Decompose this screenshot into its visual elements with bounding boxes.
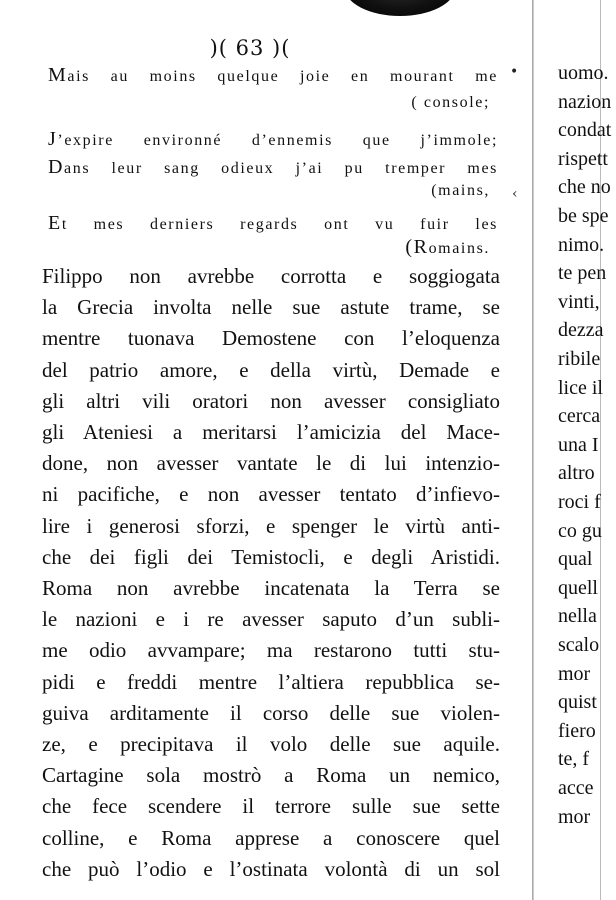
text-line: Cartagine sola mostrò a Roma un nemico,: [42, 763, 500, 788]
adjacent-page-text-fragment: quell: [558, 576, 598, 599]
adjacent-page-text-fragment: ribile: [558, 348, 601, 370]
text-line: del patrio amore, e della virtù, Demade e: [42, 357, 500, 382]
adjacent-page-text-fragment: be spe: [558, 205, 609, 227]
adjacent-page-text-fragment: nazion: [558, 90, 612, 113]
text-line: che fece scendere il terrore sulle sue sette: [42, 794, 500, 819]
adjacent-page-text-fragment: condat: [558, 119, 612, 142]
text-line: colline, e Roma apprese a conoscere quel: [42, 825, 500, 850]
verse-line: Dans leur sang odieux j’ai pu tremper mes: [48, 156, 498, 178]
adjacent-page-text-fragment: lice il: [558, 376, 603, 399]
adjacent-page-text-fragment: acce: [558, 777, 594, 799]
verse-line-continuation: ( console;: [411, 94, 490, 111]
verse-line: J’expire environné d’ennemis que j’immole;: [48, 128, 498, 150]
verse-line: Et mes derniers regards ont vu fuir les: [48, 212, 498, 234]
adjacent-page-text-fragment: che no: [558, 176, 611, 199]
adjacent-page-text-fragment: mor: [558, 662, 591, 685]
text-line: guiva arditamente il corso delle sue violen-: [42, 700, 500, 725]
text-line: ni pacifiche, e non avesser tentato d’infievo-: [42, 482, 500, 507]
text-line: me odio avvampare; ma restarono tutti stu-: [42, 638, 500, 663]
text-line: Filippo non avrebbe corrotta e soggiogata: [42, 264, 500, 288]
adjacent-page-text-fragment: roci f: [558, 491, 601, 513]
adjacent-page-text-fragment: quist: [558, 691, 597, 714]
verse-line-continuation: (Romains.: [405, 236, 490, 258]
adjacent-page-text-fragment: co gu: [558, 519, 602, 542]
adjacent-page-text-fragment: vinti,: [558, 290, 600, 313]
adjacent-page-text-fragment: qual: [558, 548, 593, 571]
margin-mark: •: [510, 64, 519, 80]
text-line: ze, e precipitava il volo delle sue aquile.: [42, 732, 500, 756]
text-line: gli Ateniesi a meritarsi l’amicizia del Mace-: [42, 420, 500, 444]
text-line: pidi e freddi mentre l’altiera repubblica se-: [42, 669, 500, 694]
book-gutter: [532, 0, 534, 900]
adjacent-page-text-fragment: nimo.: [558, 233, 605, 256]
verse-line-continuation: (mains,: [431, 182, 490, 199]
adjacent-page-text-fragment: cerca: [558, 405, 601, 428]
adjacent-page-text-fragment: scalo: [558, 634, 600, 656]
text-line: gli altri vili oratori non avesser consigliato: [42, 388, 500, 413]
text-line: la Grecia involta nelle sue astute trame, se: [42, 295, 500, 320]
text-line: done, non avesser vantate le di lui intenzio-: [42, 451, 500, 476]
text-line: le nazioni e i re avesser saputo d’un subli-: [42, 607, 500, 632]
adjacent-page-text-fragment: nella: [558, 605, 597, 628]
adjacent-page-text-fragment: uomo.: [558, 62, 609, 84]
verse-line: Mais au moins quelque joie en mourant me: [48, 64, 498, 86]
adjacent-page-text-fragment: una I: [558, 433, 599, 456]
text-line: mentre tuonava Demostene con l’eloquenza: [42, 326, 500, 351]
text-line: che dei figli dei Temistocli, e degli Aristidi.: [42, 544, 500, 569]
adjacent-page-text-fragment: fiero: [558, 719, 596, 742]
page-number: )( 63 )(: [209, 36, 291, 60]
adjacent-page-text-fragment: dezza: [558, 319, 604, 342]
adjacent-page-text-fragment: te pen: [558, 262, 607, 285]
text-line: che può l’odio e l’ostinata volontà di un sol: [42, 856, 500, 881]
margin-mark: ‹: [512, 186, 518, 202]
adjacent-page-text-fragment: altro: [558, 462, 595, 485]
text-line: Roma non avrebbe incatenata la Terra se: [42, 576, 500, 600]
adjacent-page-text-fragment: rispett: [558, 147, 608, 170]
adjacent-page-text-fragment: mor: [558, 805, 591, 828]
ink-blot-stain: [345, 0, 455, 16]
text-line: lire i generosi sforzi, e spenger le virtù anti-: [42, 513, 500, 538]
adjacent-page-text-fragment: te, f: [558, 748, 590, 771]
